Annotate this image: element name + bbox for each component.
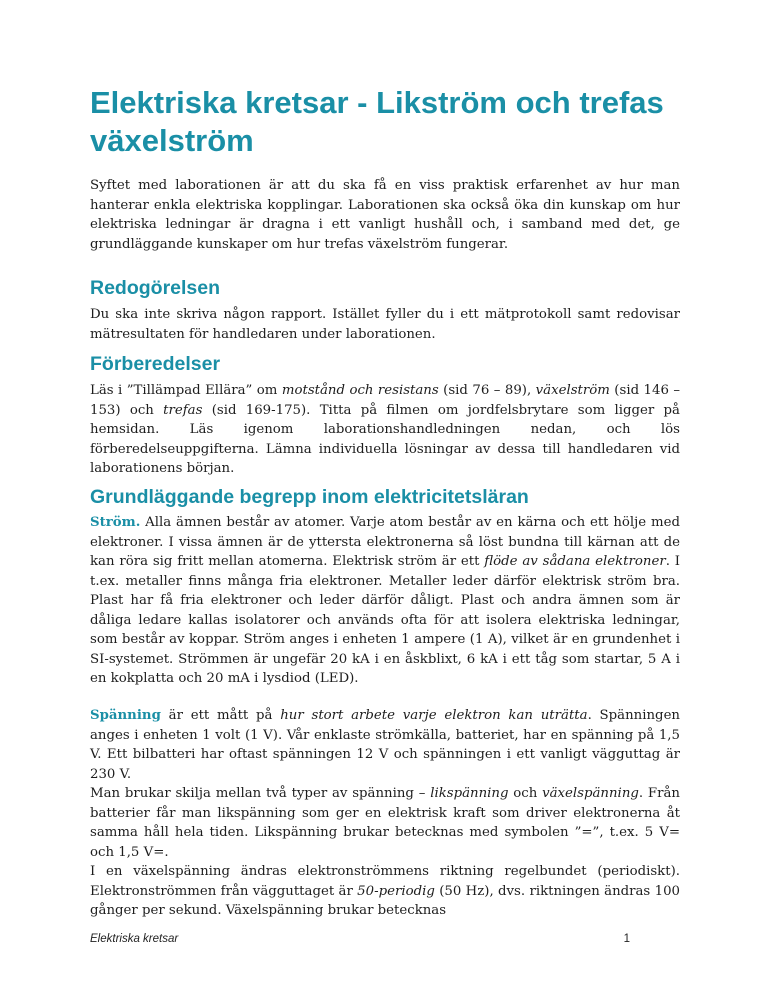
spanningstyper-paragraph: Man brukar skilja mellan två typer av spänning – likspänning och växelspänning. Från batterier får man likspänning som ger en elektrisk kraft som driver elektronerna åt samma håll hela tiden. Likspänning brukar betecknas med symbolen ”=”, t.ex. 5 V= och 1,5 V=. [90,786,680,860]
document-page [90,0,680,994]
strom-label: Ström. [90,515,141,530]
spanning-label: Spänning [90,708,161,723]
heading-forberedelser: Förberedelser [90,353,221,375]
forberedelser-paragraph: Läs i ”Tillämpad Ellära” om motstånd och resistans (sid 76 – 89), växelström (sid 146 – 153) och trefas (sid 169-175). Titta på filmen om jordfelsbrytare som ligger på hemsidan. Läs igenom laborationshandledningen nedan, och lös förberedelseuppgifterna. Lämna individuella lösningar av dessa till handledaren vid laborationens början. [90,383,681,476]
heading-redogorelsen: Redogörelsen [90,277,221,299]
page-title: Elektriska kretsar - Likström och trefas växelström [90,85,664,158]
vaxelspanning-paragraph: I en växelspänning ändras elektronströmmens riktning regelbundet (periodiskt). Elektronströmmen från vägguttaget är 50-periodig (50 Hz), dvs. riktningen ändras 100 gånger per sekund. Växelspänning brukar betecknas [90,864,680,918]
redogorelsen-paragraph: Du ska inte skriva någon rapport. Istället fyller du i ett mätprotokoll samt redovisar mätresultaten för handledaren under laborationen. [90,307,680,342]
strom-paragraph: Ström. Alla ämnen består av atomer. Varje atom består av en kärna och ett hölje med elektroner. I vissa ämnen är de yttersta elektronerna så löst bundna till kärnan att de kan röra sig fritt mellan atomerna. Elektrisk ström är ett flöde av sådana elektroner. I t.ex. metaller finns många fria elektroner. Metaller leder därför elektrisk ström bra. Plast har få fria elektroner och leder därför dåligt. Plast och andra ämnen som är dåliga ledare kallas isolatorer och används ofta för att isolera elektriska ledningar, som består av koppar. Ström anges i enheten 1 ampere (1 A), vilket är en grundenhet i SI-systemet. Strömmen är ungefär 20 kA i en åskblixt, 6 kA i ett tåg som startar, 5 A i en kokplatta och 20 mA i lysdiod (LED). [90,515,680,686]
heading-begrepp: Grundläggande begrepp inom elektricitetsläran [90,486,529,508]
spanning-paragraph: Spänning är ett mått på hur stort arbete varje elektron kan uträtta. Spänningen anges i enheten 1 volt (1 V). Vår enklaste strömkälla, batteriet, har en spänning på 1,5 V. Ett bilbatteri har oftast spänningen 12 V och spänningen i ett vanligt vägguttag är 230 V. [90,708,680,782]
intro-paragraph: Syftet med laborationen är att du ska få en viss praktisk erfarenhet av hur man hanterar enkla elektriska kopplingar. Laborationen ska också öka din kunskap om hur elektriska ledningar är dragna i ett vanligt hushåll och, i samband med det, ge grundläggande kunskaper om hur trefas växelström fungerar. [90,178,680,252]
footer-page-number: 1 [623,933,630,945]
footer-document-title: Elektriska kretsar [90,933,179,945]
